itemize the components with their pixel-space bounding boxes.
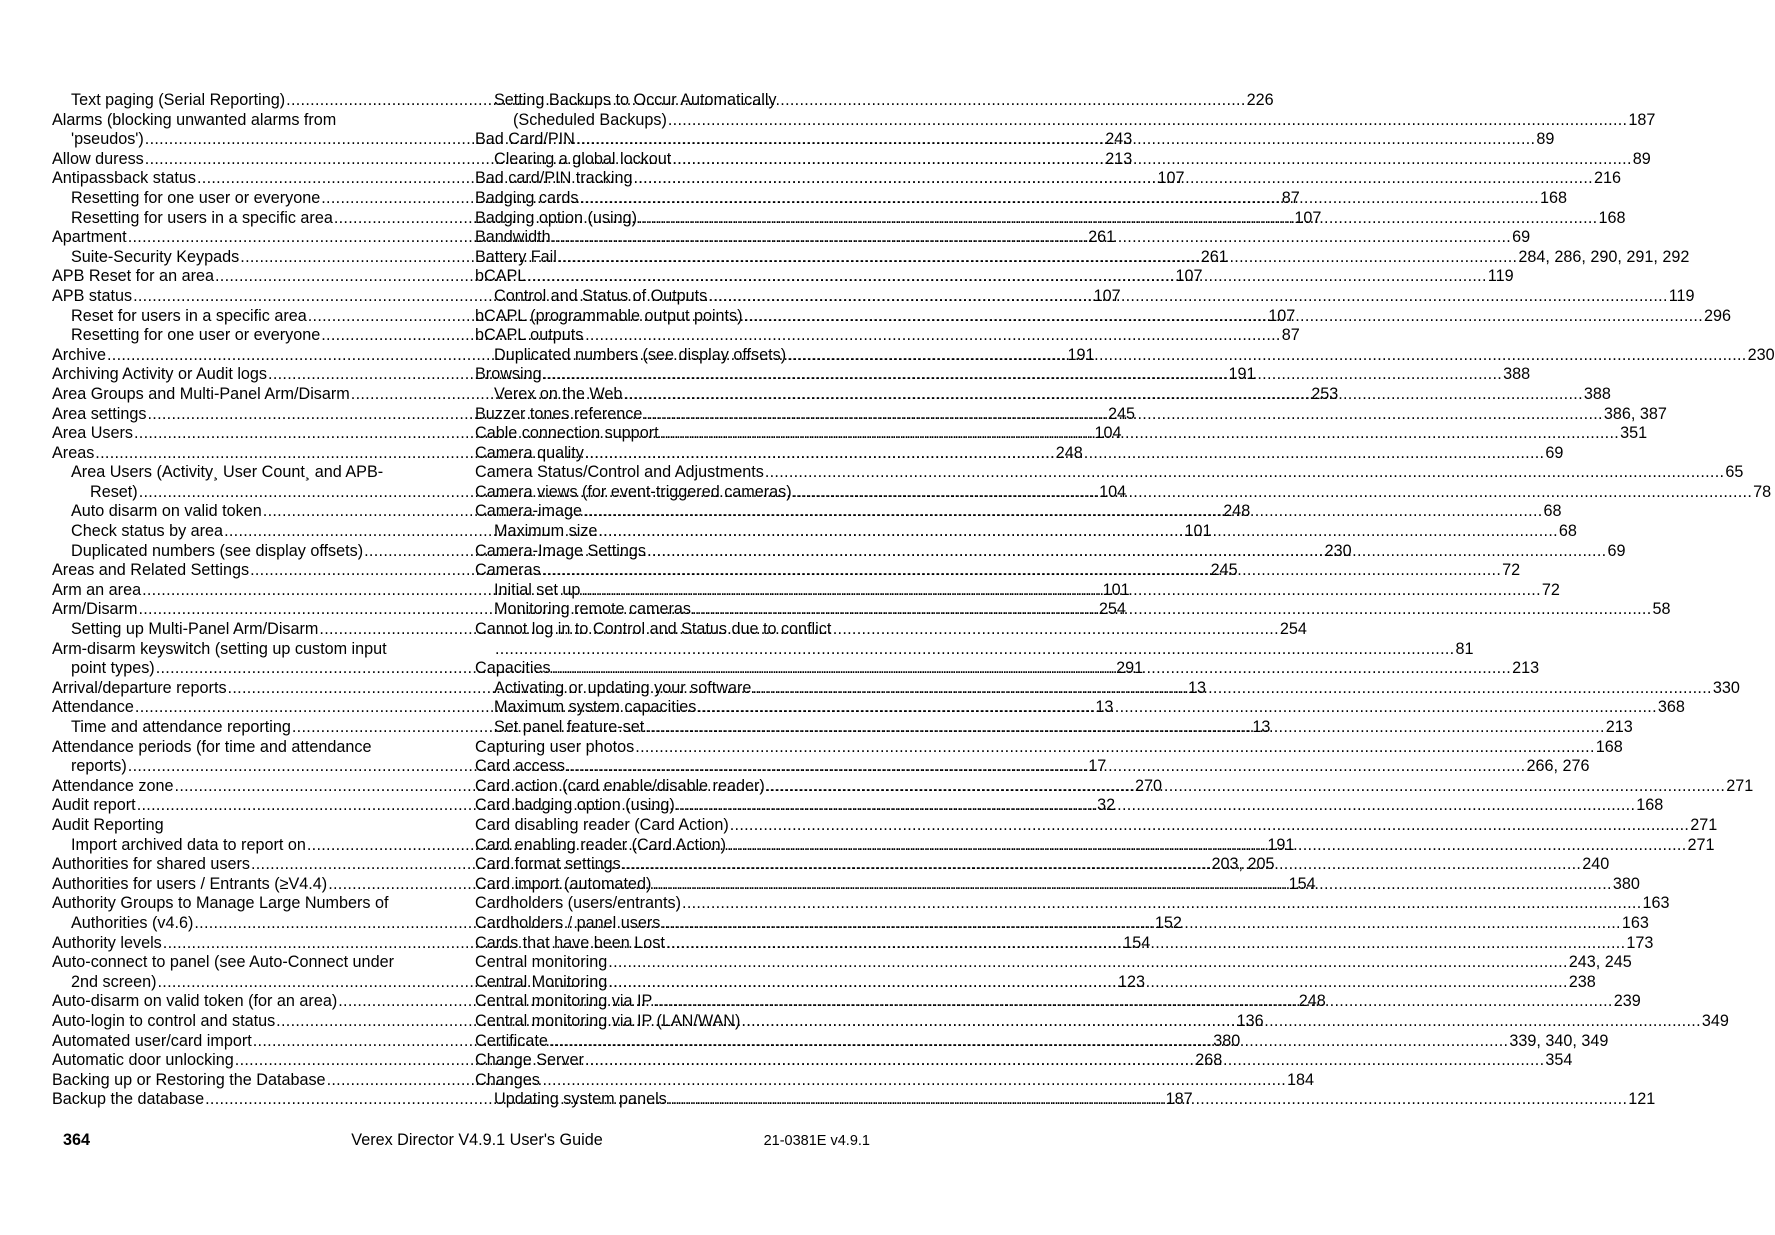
page-reference: 81 bbox=[1455, 639, 1474, 658]
page-reference: 284, 286, 290, 291, 292 bbox=[1518, 247, 1690, 266]
page-reference: 354 bbox=[1545, 1051, 1573, 1070]
index-term: Duplicated numbers (see display offsets) bbox=[71, 541, 364, 560]
index-term: Bandwidth bbox=[475, 228, 551, 247]
dot-leader bbox=[660, 424, 1619, 444]
index-term: 2nd screen) bbox=[71, 972, 157, 991]
dot-leader bbox=[741, 1012, 1700, 1032]
page-reference: 339, 340, 349 bbox=[1509, 1031, 1609, 1050]
dot-leader bbox=[527, 267, 1486, 287]
dot-leader bbox=[495, 640, 1454, 660]
index-term: Central monitoring via IP (LAN/WAN) bbox=[475, 1011, 741, 1030]
index-term: Resetting for users in a specific area bbox=[71, 208, 333, 227]
page-number: 364 bbox=[63, 1131, 91, 1149]
index-term: Buzzer tones reference bbox=[475, 404, 643, 423]
index-term: Certificate bbox=[475, 1031, 548, 1050]
page-reference: 32 bbox=[1097, 796, 1116, 815]
index-term: Cards that have been Lost bbox=[475, 933, 665, 952]
page-reference: 245 bbox=[1210, 561, 1238, 580]
dot-leader bbox=[668, 111, 1627, 131]
index-term: Suite-Security Keypads bbox=[71, 247, 240, 266]
index-term: Archiving Activity or Audit logs bbox=[52, 365, 268, 384]
page-reference: 17 bbox=[1088, 757, 1107, 776]
page-reference: 107 bbox=[1157, 169, 1185, 188]
index-term: Clearing a global lockout bbox=[494, 149, 672, 168]
index-term: Attendance periods (for time and attendance bbox=[52, 737, 372, 756]
page-reference: 266, 276 bbox=[1526, 757, 1590, 776]
index-entry bbox=[475, 815, 1718, 836]
page-reference: 216 bbox=[1593, 169, 1621, 188]
index-entry bbox=[475, 463, 1744, 483]
index-term: Verex on the Web bbox=[494, 384, 623, 403]
page-reference: 72 bbox=[1502, 561, 1521, 580]
page-reference: 386, 387 bbox=[1603, 404, 1667, 423]
page-reference: 296 bbox=[1704, 306, 1732, 325]
page-reference: 349 bbox=[1701, 1011, 1729, 1030]
dot-leader bbox=[580, 189, 1539, 209]
dot-leader bbox=[598, 522, 1557, 542]
index-term: Arrival/departure reports bbox=[52, 678, 227, 697]
index-term: Card enabling reader (Card Action) bbox=[475, 835, 727, 854]
page-reference: 203, 205 bbox=[1211, 855, 1275, 874]
page-reference: 268 bbox=[1195, 1051, 1223, 1070]
page-reference: 107 bbox=[1093, 286, 1121, 305]
page-reference: 154 bbox=[1288, 874, 1316, 893]
dot-leader bbox=[623, 385, 1582, 405]
page-reference: 13 bbox=[1188, 678, 1207, 697]
page-reference: 245 bbox=[1107, 404, 1135, 423]
page-reference: 330 bbox=[1712, 678, 1740, 697]
index-term: Bad Card/PIN bbox=[475, 130, 575, 149]
dot-leader bbox=[542, 561, 1501, 581]
index-term: Activating or updating your software bbox=[494, 678, 752, 697]
dot-leader bbox=[581, 581, 1540, 601]
index-term: Maximum size bbox=[494, 522, 598, 541]
page-reference: 380 bbox=[1612, 874, 1640, 893]
index-term: 'pseudos') bbox=[71, 130, 144, 149]
page-reference: 68 bbox=[1558, 522, 1577, 541]
index-term: Cameras bbox=[475, 561, 541, 580]
page-reference: 13 bbox=[1095, 698, 1114, 717]
page-reference: 388 bbox=[1583, 384, 1611, 403]
index-term: Auto-disarm on valid token (for an area) bbox=[52, 992, 338, 1011]
page-reference: 119 bbox=[1668, 286, 1695, 305]
dot-leader bbox=[576, 130, 1535, 150]
page-reference: 154 bbox=[1123, 933, 1151, 952]
dot-leader bbox=[583, 502, 1542, 522]
index-term: Bad card/PIN tracking bbox=[475, 169, 633, 188]
dot-leader bbox=[766, 777, 1725, 797]
index-term: Central monitoring bbox=[475, 953, 608, 972]
page-reference: 271 bbox=[1726, 776, 1754, 795]
page-reference: 243, 245 bbox=[1568, 953, 1632, 972]
page-reference: 87 bbox=[1281, 188, 1300, 207]
index-term: Areas and Related Settings bbox=[52, 561, 250, 580]
page-reference: 254 bbox=[1098, 600, 1126, 619]
dot-leader bbox=[692, 600, 1651, 620]
page-reference: 254 bbox=[1279, 620, 1307, 639]
index-term: Card access bbox=[475, 757, 565, 776]
index-term: Initial set up bbox=[494, 580, 581, 599]
page-reference: 107 bbox=[1294, 208, 1322, 227]
dot-leader bbox=[765, 463, 1724, 483]
dot-leader bbox=[647, 542, 1606, 562]
dot-leader bbox=[608, 973, 1567, 993]
index-term: Camera-image bbox=[475, 502, 583, 521]
page-reference: 72 bbox=[1541, 580, 1560, 599]
page-reference: 187 bbox=[1165, 1090, 1193, 1109]
dot-leader bbox=[787, 346, 1746, 366]
dot-leader bbox=[666, 934, 1625, 954]
page-reference: 89 bbox=[1632, 149, 1651, 168]
page-reference: 65 bbox=[1725, 463, 1744, 482]
index-term: Badging option (using) bbox=[475, 208, 637, 227]
document-title: Verex Director V4.9.1 User's Guide bbox=[351, 1131, 603, 1149]
index-term: Attendance zone bbox=[52, 776, 174, 795]
index-term: Check status by area bbox=[71, 522, 224, 541]
page-reference: 168 bbox=[1595, 737, 1623, 756]
index-term: Card import (automated) bbox=[475, 874, 652, 893]
index-term: Area Users bbox=[52, 424, 133, 443]
page-reference: 240 bbox=[1582, 855, 1610, 874]
page-reference: 104 bbox=[1099, 482, 1127, 501]
index-term: Authorities for users / Entrants (≥V4.4) bbox=[52, 874, 328, 893]
page-reference: 107 bbox=[1268, 306, 1296, 325]
dot-leader bbox=[633, 169, 1592, 189]
dot-leader bbox=[661, 914, 1620, 934]
page-reference: 191 bbox=[1067, 345, 1095, 364]
index-term: Area Groups and Multi-Panel Arm/Disarm bbox=[52, 384, 350, 403]
page-reference: 213 bbox=[1512, 659, 1540, 678]
page-reference: 261 bbox=[1200, 247, 1228, 266]
page-reference: 119 bbox=[1487, 267, 1514, 286]
index-term: Cardholders / panel users bbox=[475, 913, 661, 932]
page-reference: 184 bbox=[1287, 1070, 1315, 1089]
index-term: Backing up or Restoring the Database bbox=[52, 1070, 326, 1089]
index-term: Area Users (Activity¸ User Count¸ and APB- bbox=[71, 463, 384, 482]
index-term: (Scheduled Backups) bbox=[513, 110, 667, 129]
dot-leader bbox=[552, 228, 1511, 248]
dot-leader bbox=[672, 150, 1631, 170]
page-reference: 253 bbox=[1311, 384, 1339, 403]
dot-leader bbox=[643, 405, 1602, 425]
index-term: Resetting for one user or everyone bbox=[71, 188, 321, 207]
page-reference: 261 bbox=[1088, 228, 1116, 247]
page-reference: 173 bbox=[1626, 933, 1654, 952]
page-reference: 121 bbox=[1628, 1090, 1656, 1109]
index-term: Duplicated numbers (see display offsets) bbox=[494, 345, 787, 364]
index-term: Backup the database bbox=[52, 1090, 205, 1109]
page-reference: 238 bbox=[1568, 972, 1596, 991]
dot-leader bbox=[622, 855, 1581, 875]
index-term: Capacities bbox=[475, 659, 551, 678]
dot-leader bbox=[585, 444, 1544, 464]
document-code: 21-0381E v4.9.1 bbox=[763, 1133, 870, 1149]
page-reference: 248 bbox=[1055, 443, 1083, 462]
page-reference: 248 bbox=[1223, 502, 1251, 521]
index-term: Badging cards bbox=[475, 188, 579, 207]
index-entry bbox=[475, 737, 1623, 758]
page-reference: 168 bbox=[1539, 188, 1567, 207]
page-reference: 191 bbox=[1267, 835, 1295, 854]
index-term: bCAPL bbox=[475, 267, 527, 286]
index-term: Apartment bbox=[52, 228, 127, 247]
dot-leader bbox=[608, 953, 1567, 973]
page-reference: 239 bbox=[1613, 992, 1641, 1011]
page-reference: 58 bbox=[1652, 600, 1671, 619]
index-term: Changes bbox=[475, 1070, 540, 1089]
page-reference: 107 bbox=[1175, 267, 1203, 286]
dot-leader bbox=[752, 679, 1711, 699]
page-reference: 248 bbox=[1298, 992, 1326, 1011]
index-term: bCAPL outputs bbox=[475, 326, 584, 345]
index-term: Reset for users in a specific area bbox=[71, 306, 307, 325]
dot-leader bbox=[708, 287, 1667, 307]
page-reference: 351 bbox=[1620, 424, 1648, 443]
page-reference: 13 bbox=[1252, 718, 1271, 736]
index-term: Capturing user photos bbox=[475, 737, 635, 756]
index-term: Archive bbox=[52, 345, 106, 364]
index-term: Card action (card enable/disable reader) bbox=[475, 776, 765, 795]
index-term: Maximum system capacities bbox=[494, 698, 697, 717]
dot-leader bbox=[793, 483, 1752, 503]
index-term: point types) bbox=[71, 659, 155, 678]
dot-leader bbox=[638, 209, 1597, 229]
index-entry bbox=[475, 326, 849, 346]
index-term: APB status bbox=[52, 286, 133, 305]
dot-leader bbox=[585, 1051, 1544, 1071]
page-reference: 87 bbox=[1281, 326, 1300, 345]
index-term: Audit Reporting bbox=[52, 815, 164, 834]
dot-leader bbox=[727, 836, 1686, 856]
dot-leader bbox=[676, 796, 1635, 816]
index-entry bbox=[475, 953, 1632, 973]
page-reference: 187 bbox=[1628, 110, 1656, 129]
page-reference: 271 bbox=[1687, 835, 1715, 854]
dot-leader bbox=[744, 307, 1703, 327]
index-entry bbox=[52, 816, 426, 836]
page-reference: 168 bbox=[1598, 208, 1626, 227]
dot-leader bbox=[645, 718, 1604, 738]
page-reference: 101 bbox=[1102, 580, 1130, 599]
page-reference: 213 bbox=[1605, 718, 1633, 736]
dot-leader bbox=[549, 1032, 1508, 1052]
dot-leader bbox=[558, 248, 1517, 268]
index-entry bbox=[475, 894, 1670, 914]
index-term: Setting up Multi-Panel Arm/Disarm bbox=[71, 620, 319, 639]
index-term: Camera Status/Control and Adjustments bbox=[475, 463, 764, 482]
index-term: Auto-login to control and status bbox=[52, 1011, 276, 1030]
index-term: Authorities for shared users bbox=[52, 855, 250, 874]
index-term: Antipassback status bbox=[52, 169, 196, 188]
page-reference: 136 bbox=[1236, 1011, 1264, 1030]
page-reference: 163 bbox=[1642, 894, 1670, 913]
dot-leader bbox=[543, 365, 1502, 385]
index-term: Camera views (for event-triggered cameras) bbox=[475, 482, 792, 501]
index-term: Allow duress bbox=[52, 149, 144, 168]
index-term: Browsing bbox=[475, 365, 542, 384]
page-reference: 388 bbox=[1503, 365, 1531, 384]
dot-leader bbox=[682, 894, 1641, 914]
page-reference: 230 bbox=[1747, 345, 1775, 364]
page-reference: 89 bbox=[1536, 130, 1555, 149]
index-term: Cannot log in to Control and Status due to conflict bbox=[475, 620, 832, 639]
index-term: bCAPL (programmable output points) bbox=[475, 306, 743, 325]
index-term: Automatic door unlocking bbox=[52, 1051, 234, 1070]
index-term: Time and attendance reporting bbox=[71, 718, 291, 736]
index-term: Card format settings bbox=[475, 855, 621, 874]
index-term: Alarms (blocking unwanted alarms from bbox=[52, 110, 337, 129]
page-reference: 226 bbox=[1246, 91, 1274, 109]
page-reference: 230 bbox=[1324, 541, 1352, 560]
index-term: Set panel feature-set bbox=[494, 718, 645, 736]
page-reference: 368 bbox=[1657, 698, 1685, 717]
page-reference: 152 bbox=[1154, 913, 1182, 932]
index-term: Resetting for one user or everyone bbox=[71, 326, 321, 345]
index-term: Area settings bbox=[52, 404, 147, 423]
index-term: Central monitoring via IP bbox=[475, 992, 653, 1011]
index-term: Cardholders (users/entrants) bbox=[475, 894, 682, 913]
index-term: Arm-disarm keyswitch (setting up custom input bbox=[52, 639, 387, 658]
dot-leader bbox=[566, 757, 1525, 777]
index-term: Monitoring remote cameras bbox=[494, 600, 692, 619]
index-subentry bbox=[475, 718, 1633, 738]
page-reference: 69 bbox=[1512, 228, 1531, 247]
page-reference: 291 bbox=[1116, 659, 1144, 678]
index-term: Setting Backups to Occur Automatically bbox=[494, 91, 777, 109]
index-term: Cable connection support bbox=[475, 424, 659, 443]
index-term: Camera quality bbox=[475, 443, 584, 462]
dot-leader bbox=[730, 816, 1689, 836]
index-term: Import archived data to report on bbox=[71, 835, 306, 854]
dot-leader bbox=[552, 659, 1511, 679]
index-term: Automated user/card import bbox=[52, 1031, 252, 1050]
page-reference: 69 bbox=[1545, 443, 1564, 462]
index-term: Card disabling reader (Card Action) bbox=[475, 815, 729, 834]
index-term: Arm an area bbox=[52, 580, 142, 599]
index-term: Card badging option (using) bbox=[475, 796, 675, 815]
index-term: reports) bbox=[71, 757, 127, 776]
index-term: Battery Fail bbox=[475, 247, 557, 266]
index-term: Updating system panels bbox=[494, 1090, 667, 1109]
dot-leader bbox=[652, 875, 1611, 895]
dot-leader bbox=[653, 992, 1612, 1012]
index-term: Change Server bbox=[475, 1051, 584, 1070]
page-reference: 78 bbox=[1753, 482, 1772, 501]
page-reference: 104 bbox=[1094, 424, 1122, 443]
index-term: Arm/Disarm bbox=[52, 600, 138, 619]
dot-leader bbox=[635, 738, 1594, 758]
index-entry bbox=[475, 1071, 849, 1091]
page-reference: 101 bbox=[1184, 522, 1212, 541]
page-reference: 168 bbox=[1636, 796, 1664, 815]
index-term: Auto disarm on valid token bbox=[71, 502, 262, 521]
index-term: Text paging (Serial Reporting) bbox=[71, 91, 286, 109]
page-reference: 163 bbox=[1621, 913, 1649, 932]
index-term: Control and Status of Outputs bbox=[494, 286, 708, 305]
page-reference: 380 bbox=[1213, 1031, 1241, 1050]
page-reference: 191 bbox=[1228, 365, 1256, 384]
dot-leader bbox=[697, 698, 1656, 718]
index-term: Audit report bbox=[52, 796, 136, 815]
index-term: Reset) bbox=[90, 482, 138, 501]
page-reference: 243 bbox=[1105, 130, 1133, 149]
index-term: Authority levels bbox=[52, 933, 162, 952]
index-term: Attendance bbox=[52, 698, 134, 717]
page-reference: 69 bbox=[1607, 541, 1626, 560]
page-reference: 270 bbox=[1135, 776, 1163, 795]
page-reference: 213 bbox=[1105, 149, 1133, 168]
index-term: Areas bbox=[52, 443, 95, 462]
index-term: APB Reset for an area bbox=[52, 267, 214, 286]
page-reference: 271 bbox=[1690, 815, 1718, 834]
page-reference: 68 bbox=[1543, 502, 1562, 521]
dot-leader bbox=[668, 1090, 1627, 1110]
page-reference: 123 bbox=[1117, 972, 1145, 991]
index-term: Central Monitoring bbox=[475, 972, 608, 991]
index-term: Camera-Image Settings bbox=[475, 541, 646, 560]
index-term: Auto-connect to panel (see Auto-Connect under bbox=[52, 953, 394, 972]
index-term: Authority Groups to Manage Large Numbers of bbox=[52, 894, 389, 913]
index-term: Authorities (v4.6) bbox=[71, 913, 194, 932]
